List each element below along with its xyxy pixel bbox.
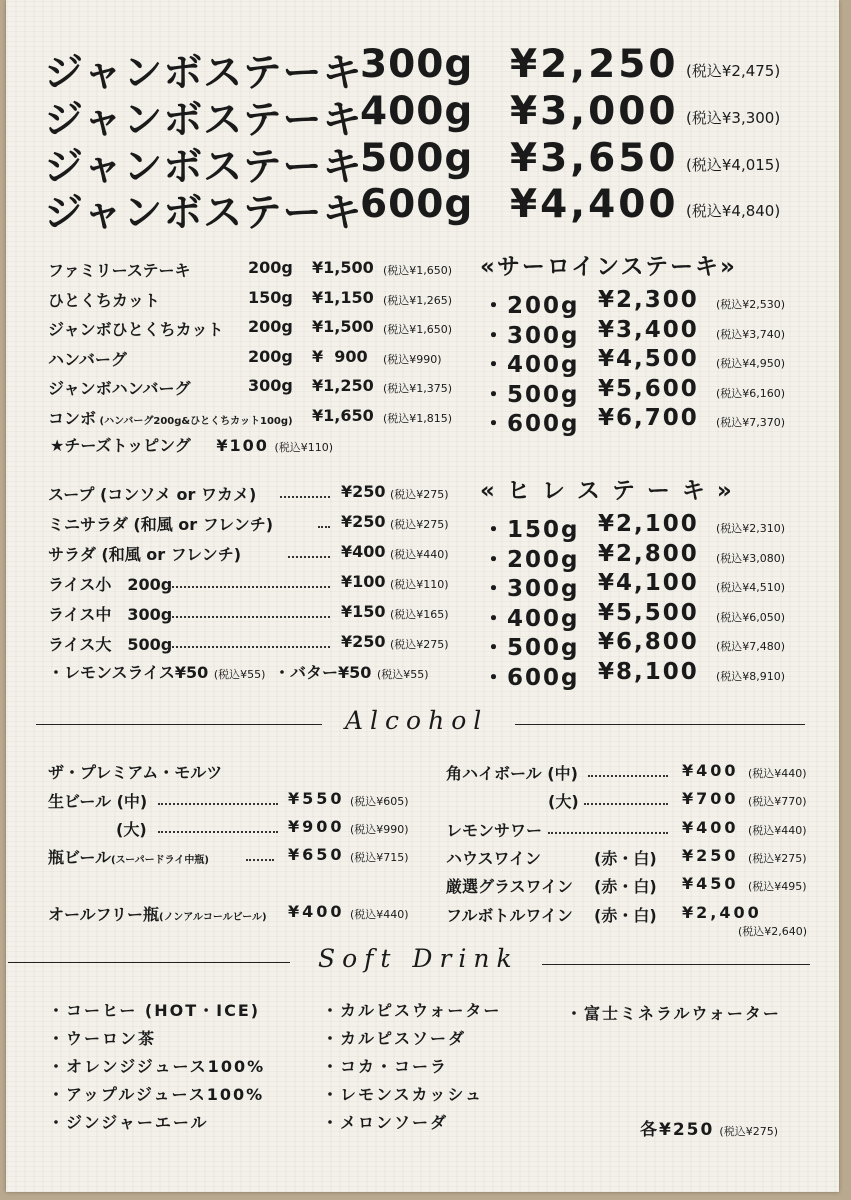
meat-weight: 300g bbox=[248, 376, 293, 395]
sirloin-weight: ・200g bbox=[482, 293, 580, 319]
soft-drink-item: ・カルピスウォーター bbox=[322, 1001, 502, 1020]
fillet-price: ¥4,100 bbox=[598, 570, 699, 597]
divider bbox=[515, 724, 805, 725]
dot-leader bbox=[584, 803, 668, 805]
fillet-weight: ・150g bbox=[482, 517, 580, 543]
jumbo-name: ジャンボステーキ bbox=[44, 51, 363, 96]
jumbo-name: ジャンボステーキ bbox=[44, 145, 363, 190]
fillet-weight: ・200g bbox=[482, 546, 580, 573]
meat-tax: (税込¥1,375) bbox=[383, 382, 453, 395]
drink-price: ¥2,400 bbox=[682, 903, 762, 922]
cheese-topping bbox=[50, 433, 333, 456]
side-name: ライス小 200g bbox=[48, 575, 173, 594]
meat-price: ¥1,500 bbox=[312, 317, 374, 336]
drink-tax: (税込¥440) bbox=[748, 824, 807, 837]
drink-tax: (税込¥275) bbox=[748, 852, 807, 865]
soft-drink-item: ・オレンジジュース100% bbox=[48, 1057, 266, 1076]
drink-name: ハウスワイン bbox=[446, 849, 542, 868]
drink-name: 角ハイボール (中) bbox=[446, 764, 578, 783]
side-price: ¥250 bbox=[341, 512, 386, 531]
jumbo-weight: 300g bbox=[360, 42, 474, 87]
meat-tax: (税込¥1,650) bbox=[383, 264, 453, 277]
jumbo-price: ¥3,650 bbox=[510, 136, 679, 181]
jumbo-tax: (税込¥4,015) bbox=[686, 156, 781, 174]
drink-tax: (税込¥440) bbox=[748, 767, 807, 780]
drink-price: ¥400 bbox=[682, 818, 739, 837]
sirloin-title: «サーロインステーキ» bbox=[480, 254, 737, 280]
drink-price: ¥650 bbox=[288, 845, 345, 864]
soft-drink-item: ・コーヒー (HOT・ICE) bbox=[48, 1001, 261, 1020]
dot-leader bbox=[168, 646, 330, 648]
sirloin-price: ¥5,600 bbox=[598, 375, 699, 402]
side-name: ライス大 500g bbox=[48, 635, 173, 654]
side-tax: (税込¥275) bbox=[390, 518, 449, 531]
divider bbox=[8, 962, 290, 963]
fillet-weight: ・300g bbox=[482, 576, 580, 603]
fillet-weight: ・600g bbox=[482, 665, 580, 691]
sirloin-price: ¥6,700 bbox=[598, 405, 699, 432]
side-price: ¥100 bbox=[341, 572, 386, 591]
soft-drink-item: ・アップルジュース100% bbox=[48, 1085, 265, 1104]
dot-leader bbox=[168, 586, 330, 588]
butter bbox=[274, 660, 429, 683]
drink-price: ¥400 bbox=[288, 902, 345, 921]
dot-leader bbox=[548, 832, 668, 834]
drink-tax: (税込¥715) bbox=[350, 851, 409, 864]
soft-drink-item: ・レモンスカッシュ bbox=[322, 1085, 484, 1104]
meat-name: コンボ (ハンバーグ200g&ひとくちカット100g) bbox=[48, 408, 293, 428]
drink-tax: (税込¥770) bbox=[748, 795, 807, 808]
sirloin-weight: ・500g bbox=[482, 381, 580, 408]
meat-price: ¥1,250 bbox=[312, 376, 374, 395]
fillet-tax: (税込¥7,480) bbox=[716, 640, 786, 654]
drink-name: 生ビール (中) bbox=[48, 792, 148, 811]
dot-leader bbox=[158, 803, 278, 805]
meat-price: ¥1,500 bbox=[312, 258, 374, 277]
drink-tax: (税込¥440) bbox=[350, 908, 409, 921]
drink-tax: (税込¥2,640) bbox=[738, 925, 808, 938]
soft-drink-item: ・ジンジャーエール bbox=[48, 1113, 209, 1132]
sirloin-price: ¥4,500 bbox=[598, 346, 699, 373]
jumbo-price: ¥4,400 bbox=[510, 182, 679, 227]
drink-price: ¥550 bbox=[288, 789, 345, 808]
dot-leader bbox=[168, 616, 330, 618]
meat-weight: 200g bbox=[248, 258, 293, 277]
fillet-price: ¥2,800 bbox=[598, 540, 699, 567]
meat-name: ハンバーグ bbox=[48, 349, 127, 369]
jumbo-tax: (税込¥4,840) bbox=[686, 202, 781, 220]
sirloin-tax: (税込¥6,160) bbox=[716, 386, 786, 400]
fillet-tax: (税込¥8,910) bbox=[716, 670, 786, 683]
drink-note: (スーパードライ中瓶) bbox=[111, 855, 209, 866]
drink-name: (大) bbox=[548, 792, 579, 811]
meat-tax: (税込¥990) bbox=[383, 352, 442, 366]
lemon-slice bbox=[48, 660, 265, 683]
side-price: ¥250 bbox=[341, 482, 386, 501]
side-tax: (税込¥165) bbox=[390, 608, 449, 621]
sirloin-tax: (税込¥4,950) bbox=[716, 357, 786, 371]
drink-kind: (赤・白) bbox=[594, 877, 657, 896]
drink-name: レモンサワー bbox=[446, 821, 543, 840]
sirloin-weight: ・300g bbox=[482, 322, 580, 349]
premium-malts: ザ・プレミアム・モルツ bbox=[48, 763, 223, 782]
meat-name: ひとくちカット bbox=[48, 290, 160, 310]
meat-note: (ハンバーグ200g&ひとくちカット100g) bbox=[96, 415, 293, 427]
side-tax: (税込¥440) bbox=[390, 548, 449, 561]
butter-label: ・バター¥50 bbox=[274, 663, 372, 682]
side-name: スープ (コンソメ or ワカメ) bbox=[48, 485, 257, 504]
soft-drink-item: ・カルピスソーダ bbox=[322, 1029, 467, 1048]
jumbo-price: ¥2,250 bbox=[510, 42, 679, 87]
fillet-tax: (税込¥2,310) bbox=[716, 522, 786, 535]
drink-name: オールフリー瓶(ノンアルコールビール) bbox=[48, 905, 267, 924]
side-name: ミニサラダ (和風 or フレンチ) bbox=[48, 515, 274, 534]
side-name: サラダ (和風 or フレンチ) bbox=[48, 545, 242, 564]
drink-tax: (税込¥605) bbox=[350, 795, 409, 808]
meat-price: ¥1,150 bbox=[312, 287, 374, 307]
sirloin-price: ¥2,300 bbox=[598, 287, 699, 313]
sirloin-weight: ・600g bbox=[482, 411, 580, 438]
lemon-label: ・レモンスライス¥50 bbox=[48, 663, 209, 682]
side-price: ¥400 bbox=[341, 542, 386, 561]
meat-name: ジャンボハンバーグ bbox=[48, 379, 191, 398]
jumbo-name: ジャンボステーキ bbox=[44, 98, 363, 143]
meat-tax: (税込¥1,265) bbox=[383, 293, 453, 307]
side-price: ¥150 bbox=[341, 602, 386, 621]
dot-leader bbox=[588, 775, 668, 777]
dot-leader bbox=[280, 496, 330, 498]
alcohol-title: Alcohol bbox=[345, 706, 489, 735]
side-tax: (税込¥110) bbox=[390, 578, 449, 591]
drink-name: 厳選グラスワイン bbox=[446, 877, 574, 896]
dot-leader bbox=[288, 556, 330, 558]
each-price: 各¥250 bbox=[640, 1120, 715, 1140]
jumbo-tax: (税込¥2,475) bbox=[686, 62, 781, 80]
side-price: ¥250 bbox=[341, 632, 386, 651]
jumbo-price: ¥3,000 bbox=[510, 89, 679, 134]
soft-drink-item: ・メロンソーダ bbox=[322, 1113, 449, 1132]
meat-tax: (税込¥1,650) bbox=[383, 323, 453, 336]
cheese-tax: (税込¥110) bbox=[274, 441, 334, 454]
drink-tax: (税込¥990) bbox=[350, 823, 409, 836]
side-tax: (税込¥275) bbox=[390, 488, 449, 501]
fillet-price: ¥2,100 bbox=[598, 511, 699, 537]
cheese-label: ★チーズトッピング bbox=[50, 436, 191, 455]
drink-price: ¥250 bbox=[682, 846, 739, 865]
meat-price: ¥1,650 bbox=[312, 405, 374, 425]
fillet-tax: (税込¥6,050) bbox=[716, 610, 786, 624]
sirloin-tax: (税込¥3,740) bbox=[716, 327, 786, 341]
jumbo-weight: 400g bbox=[360, 89, 474, 134]
lemon-tax: (税込¥55) bbox=[213, 668, 266, 681]
soft-drink-title: Soft Drink bbox=[318, 944, 519, 973]
fillet-tax: (税込¥3,080) bbox=[716, 551, 786, 565]
dot-leader bbox=[246, 859, 274, 861]
meat-weight: 150g bbox=[248, 287, 293, 307]
fillet-weight: ・500g bbox=[482, 635, 580, 662]
soft-each-price bbox=[640, 1115, 778, 1140]
drink-note: (ノンアルコールビール) bbox=[159, 912, 267, 923]
jumbo-name: ジャンボステーキ bbox=[44, 191, 363, 236]
meat-weight: 200g bbox=[248, 317, 293, 336]
drink-price: ¥700 bbox=[682, 789, 739, 808]
sirloin-price: ¥3,400 bbox=[598, 316, 699, 343]
each-tax: (税込¥275) bbox=[719, 1125, 778, 1138]
drink-name: 瓶ビール(スーパードライ中瓶) bbox=[48, 848, 209, 867]
drink-price: ¥900 bbox=[288, 817, 345, 836]
sirloin-tax: (税込¥7,370) bbox=[716, 416, 786, 430]
fillet-price: ¥6,800 bbox=[598, 629, 699, 656]
dot-leader bbox=[158, 831, 278, 833]
meat-name: ファミリーステーキ bbox=[48, 261, 191, 280]
soft-drink-item: ・富士ミネラルウォーター bbox=[566, 1004, 781, 1023]
meat-name: ジャンボひとくちカット bbox=[48, 320, 224, 339]
drink-price: ¥450 bbox=[682, 874, 739, 893]
jumbo-weight: 500g bbox=[360, 136, 474, 181]
jumbo-weight: 600g bbox=[360, 182, 474, 227]
soft-drink-item: ・ウーロン茶 bbox=[48, 1029, 157, 1048]
drink-kind: (赤・白) bbox=[594, 849, 657, 868]
sirloin-tax: (税込¥2,530) bbox=[716, 298, 786, 311]
dot-leader bbox=[318, 526, 330, 528]
drink-tax: (税込¥495) bbox=[748, 880, 807, 893]
side-tax: (税込¥275) bbox=[390, 638, 449, 651]
butter-tax: (税込¥55) bbox=[376, 668, 429, 681]
soft-drink-item: ・コカ・コーラ bbox=[322, 1057, 449, 1076]
meat-price: ¥ 900 bbox=[312, 346, 368, 366]
divider bbox=[36, 724, 322, 725]
drink-name: (大) bbox=[116, 820, 147, 839]
drink-kind: (赤・白) bbox=[594, 906, 657, 925]
divider bbox=[542, 964, 810, 965]
fillet-price: ¥5,500 bbox=[598, 599, 699, 626]
side-name: ライス中 300g bbox=[48, 605, 173, 624]
fillet-tax: (税込¥4,510) bbox=[716, 581, 786, 595]
drink-name: フルボトルワイン bbox=[446, 906, 573, 925]
meat-weight: 200g bbox=[248, 346, 293, 366]
meat-tax: (税込¥1,815) bbox=[383, 411, 453, 425]
cheese-price: ¥100 bbox=[216, 436, 269, 455]
fillet-title: « ヒ レ ス テ ー キ » bbox=[480, 478, 734, 504]
fillet-price: ¥8,100 bbox=[598, 659, 699, 685]
jumbo-tax: (税込¥3,300) bbox=[686, 109, 781, 127]
sirloin-weight: ・400g bbox=[482, 352, 580, 379]
drink-price: ¥400 bbox=[682, 761, 739, 780]
fillet-weight: ・400g bbox=[482, 605, 580, 632]
